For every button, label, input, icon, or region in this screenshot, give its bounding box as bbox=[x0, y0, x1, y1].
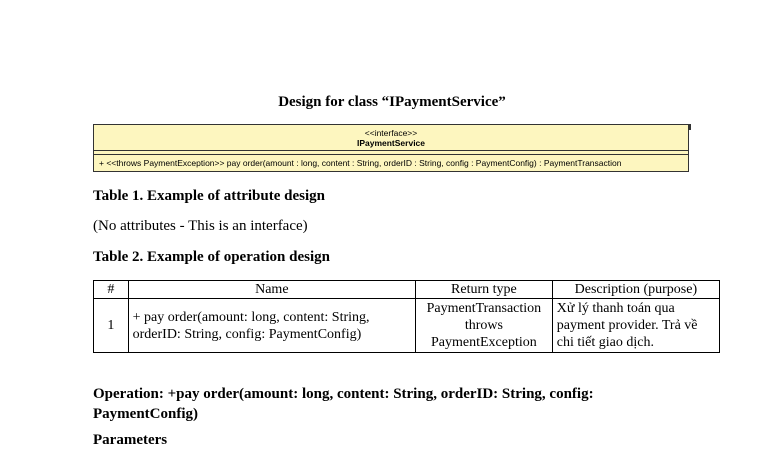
column-header-return-type: Return type bbox=[416, 281, 553, 299]
table1-note: (No attributes - This is an interface) bbox=[93, 218, 308, 234]
table-row bbox=[94, 299, 720, 353]
cell-number: 1 bbox=[94, 299, 129, 353]
table2-heading: Table 2. Example of operation design bbox=[93, 249, 330, 265]
uml-class-diagram bbox=[93, 124, 689, 172]
uml-stereotype: <<interface>> bbox=[364, 128, 418, 138]
document-title: Design for class “IPaymentService” bbox=[278, 94, 506, 110]
uml-divider bbox=[94, 154, 688, 155]
table1-heading: Table 1. Example of attribute design bbox=[93, 188, 325, 204]
cell-return-type: PaymentTransaction throws PaymentException bbox=[416, 299, 553, 353]
uml-corner-mark bbox=[688, 124, 691, 130]
uml-operation: + <<throws PaymentException>> pay order(amount : long, content : String, orderID : String, config : PaymentConfig) : PaymentTransaction bbox=[99, 158, 622, 168]
next-section-heading: Parameters bbox=[93, 432, 168, 448]
operation-design-table bbox=[93, 280, 720, 353]
column-header-name: Name bbox=[128, 281, 415, 299]
table-header-row bbox=[94, 281, 720, 299]
column-header-description: Description (purpose) bbox=[552, 281, 719, 299]
operation-heading: Operation: +pay order(amount: long, content: String, orderID: String, config: PaymentConfig) bbox=[93, 386, 594, 422]
column-header-number: # bbox=[94, 281, 129, 299]
uml-class-name: IPaymentService bbox=[356, 138, 426, 148]
cell-name: + pay order(amount: long, content: String, orderID: String, config: PaymentConfig) bbox=[128, 299, 415, 353]
cell-description: Xử lý thanh toán qua payment provider. Trả về chi tiết giao dịch. bbox=[552, 299, 719, 353]
